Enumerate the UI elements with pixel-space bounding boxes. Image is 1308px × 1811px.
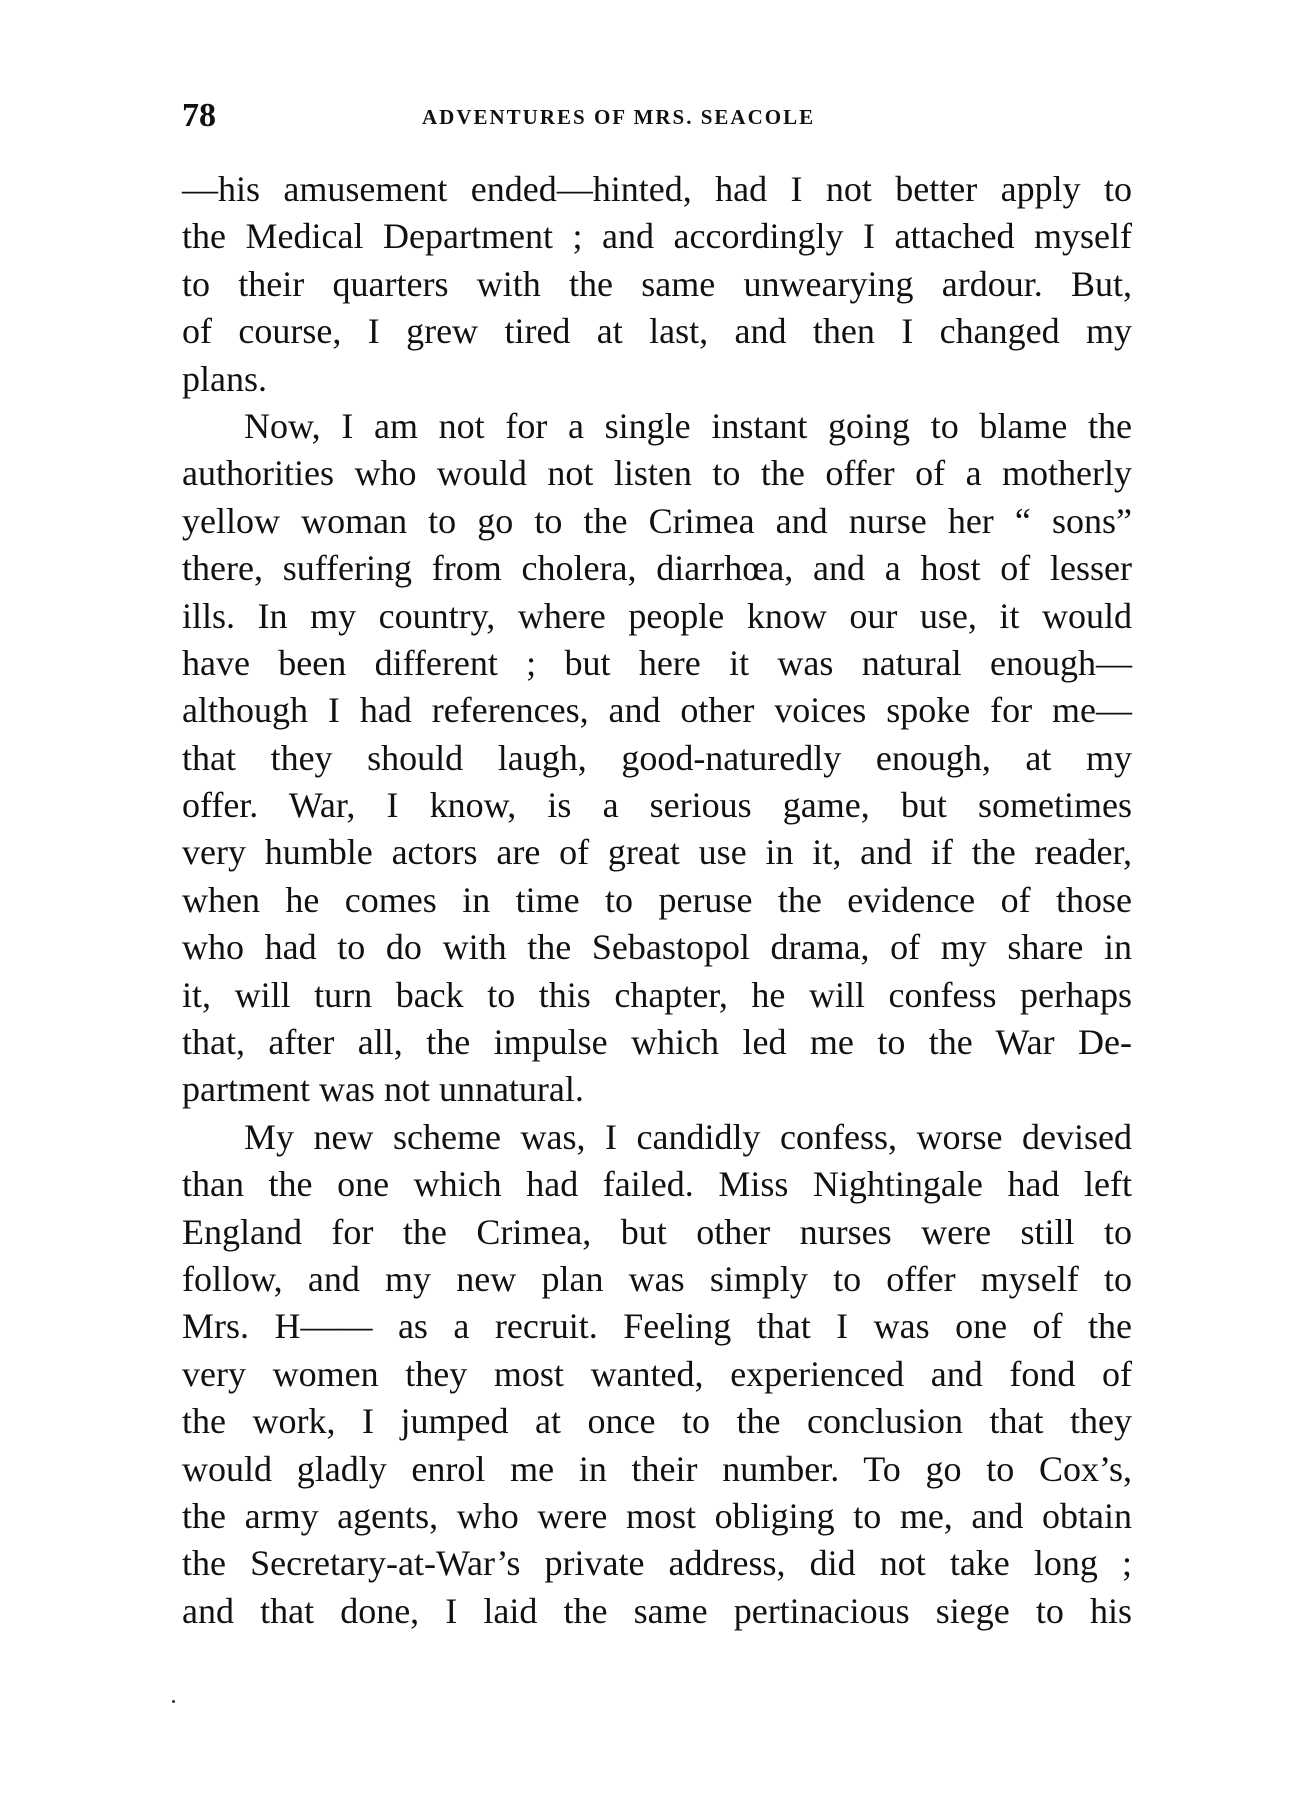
text-line: partment was not unnatural. <box>182 1069 584 1110</box>
text-line: the work, I jumped at once to the conclusion that they <box>182 1401 1132 1442</box>
text-line: of course, I grew tired at last, and then I changed my <box>182 311 1132 352</box>
text-line: very humble actors are of great use in it, and if the reader, <box>182 832 1132 873</box>
text-line: that, after all, the impulse which led me to the War De- <box>182 1022 1132 1063</box>
text-line: there, suffering from cholera, diarrhœa, and a host of lesser <box>182 548 1132 589</box>
text-line: plans. <box>182 358 267 399</box>
text-line: it, will turn back to this chapter, he will confess perhaps <box>182 974 1132 1015</box>
text-line: the army agents, who were most obliging to me, and obtain <box>182 1495 1132 1536</box>
text-line: Mrs. H—— as a recruit. Feeling that I was one of the <box>182 1306 1132 1347</box>
text-line: My new scheme was, I candidly confess, worse devised <box>244 1116 1132 1157</box>
text-line: ills. In my country, where people know our use, it would <box>182 595 1132 636</box>
page-header <box>182 96 1132 136</box>
text-line: to their quarters with the same unwearying ardour. But, <box>182 263 1132 304</box>
text-line: although I had references, and other voices spoke for me— <box>182 690 1132 731</box>
text-line: follow, and my new plan was simply to offer myself to <box>182 1258 1132 1299</box>
text-line: that they should laugh, good-naturedly enough, at my <box>182 737 1132 778</box>
text-line: England for the Crimea, but other nurses were still to <box>182 1211 1132 1252</box>
text-line: yellow woman to go to the Crimea and nurse her “ sons” <box>182 500 1132 541</box>
text-line: when he comes in time to peruse the evidence of those <box>182 879 1132 920</box>
text-line: would gladly enrol me in their number. To go to Cox’s, <box>182 1448 1132 1489</box>
page-number: 78 <box>182 97 216 134</box>
text-line: authorities who would not listen to the offer of a motherly <box>182 453 1132 494</box>
running-head: ADVENTURES OF MRS. SEACOLE <box>422 105 816 129</box>
body-text <box>182 166 1132 1635</box>
text-line: Now, I am not for a single instant going to blame the <box>244 405 1132 446</box>
text-line: who had to do with the Sebastopol drama, of my share in <box>182 927 1132 968</box>
text-line: than the one which had failed. Miss Nightingale had left <box>182 1164 1132 1205</box>
text-line: the Medical Department ; and accordingly I attached myself <box>182 216 1132 257</box>
text-line: have been different ; but here it was natural enough— <box>182 642 1132 683</box>
text-line: offer. War, I know, is a serious game, but sometimes <box>182 785 1132 826</box>
text-line: very women they most wanted, experienced and fond of <box>182 1353 1132 1394</box>
text-line: the Secretary-at-War’s private address, did not take long ; <box>182 1543 1132 1584</box>
text-line: and that done, I laid the same pertinacious siege to his <box>182 1590 1132 1631</box>
printing-speck <box>172 1700 175 1703</box>
text-line: —his amusement ended—hinted, had I not better apply to <box>182 169 1132 209</box>
